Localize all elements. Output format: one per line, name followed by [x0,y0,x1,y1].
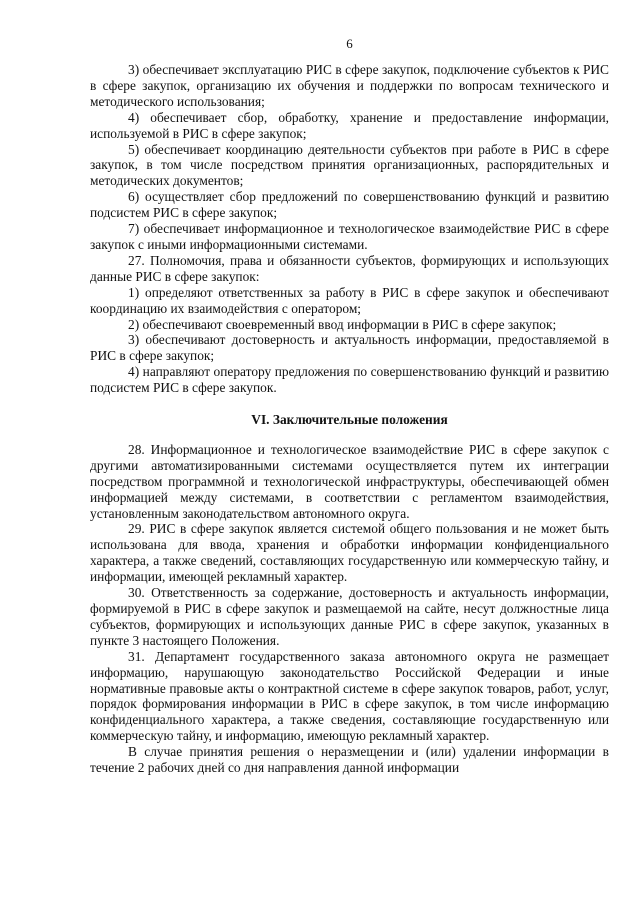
paragraph: 5) обеспечивает координацию деятельности субъектов при работе в РИС в сфере закупок, в том числе посредством принятия организационных, распорядительных и методических документов; [90,141,609,189]
paragraph: 7) обеспечивает информационное и технологическое взаимодействие РИС в сфере закупок с иными информационными системами. [90,221,609,252]
paragraph: 27. Полномочия, права и обязанности субъектов, формирующих и использующих данные РИС в сфере закупок: [90,252,609,284]
paragraph: 29. РИС в сфере закупок является системой общего пользования и не может быть использована для ввода, хранения и обработки информации конфиденциального характера, а также сведений, составляющих государственную или коммерческую тайну, и информации, имеющей рекламный характер. [90,521,609,585]
paragraph: 28. Информационное и технологическое взаимодействие РИС в сфере закупок с другими автоматизированными системами осуществляется путем их интеграции посредством программной и технологической инфраструктуры, обеспечивающей обмен информацией между системами, в соответствии с регламентом взаимодействия, установленным законодательством автономного округа. [90,441,609,521]
paragraph: 31. Департамент государственного заказа автономного округа не размещает информацию, нарушающую законодательство Российской Федерации и иные нормативные правовые акты о контрактной системе в сфере закупок товаров, работ, услуг, порядок формирования информации в РИС в сфере закупок, в том числе информацию конфиденциального характера, а также сведения, составляющие государственную или коммерческую тайну, и информацию, имеющую рекламный характер. [90,648,609,744]
page-number: 6 [346,36,353,51]
paragraph: 2) обеспечивают своевременный ввод информации в РИС в сфере закупок; [128,316,557,332]
paragraph: 1) определяют ответственных за работу в РИС в сфере закупок и обеспечивают координацию их взаимодействия с оператором; [90,284,609,316]
paragraph: 3) обеспечивает эксплуатацию РИС в сфере закупок, подключение субъектов к РИС в сфере закупок, организацию их обучения и поддержки по вопросам технического и методического использования; [90,62,609,109]
paragraph: 4) обеспечивает сбор, обработку, хранение и предоставление информации, используемой в РИС в сфере закупок; [90,109,609,141]
section-body-after [90,442,609,776]
paragraph: 30. Ответственность за содержание, достоверность и актуальность информации, формируемой в РИС в сфере закупок и размещаемой на сайте, несут должностные лица субъектов, формирующих и использующих данные РИС в сфере закупок, указанных в пункте 3 настоящего Положения. [90,585,609,648]
section-body-before [90,62,609,396]
paragraph: В случае принятия решения о неразмещении и (или) удалении информации в течение 2 рабочих дней со дня направления данной информации [90,744,609,776]
paragraph: 6) осуществляет сбор предложений по совершенствованию функций и развитию подсистем РИС в сфере закупок; [90,189,609,221]
paragraph: 4) направляют оператору предложения по совершенствованию функций и развитию подсистем РИС в сфере закупок. [90,364,609,396]
section-heading: VI. Заключительные положения [251,412,448,428]
paragraph: 3) обеспечивают достоверность и актуальность информации, предоставляемой в РИС в сфере закупок; [90,332,609,364]
